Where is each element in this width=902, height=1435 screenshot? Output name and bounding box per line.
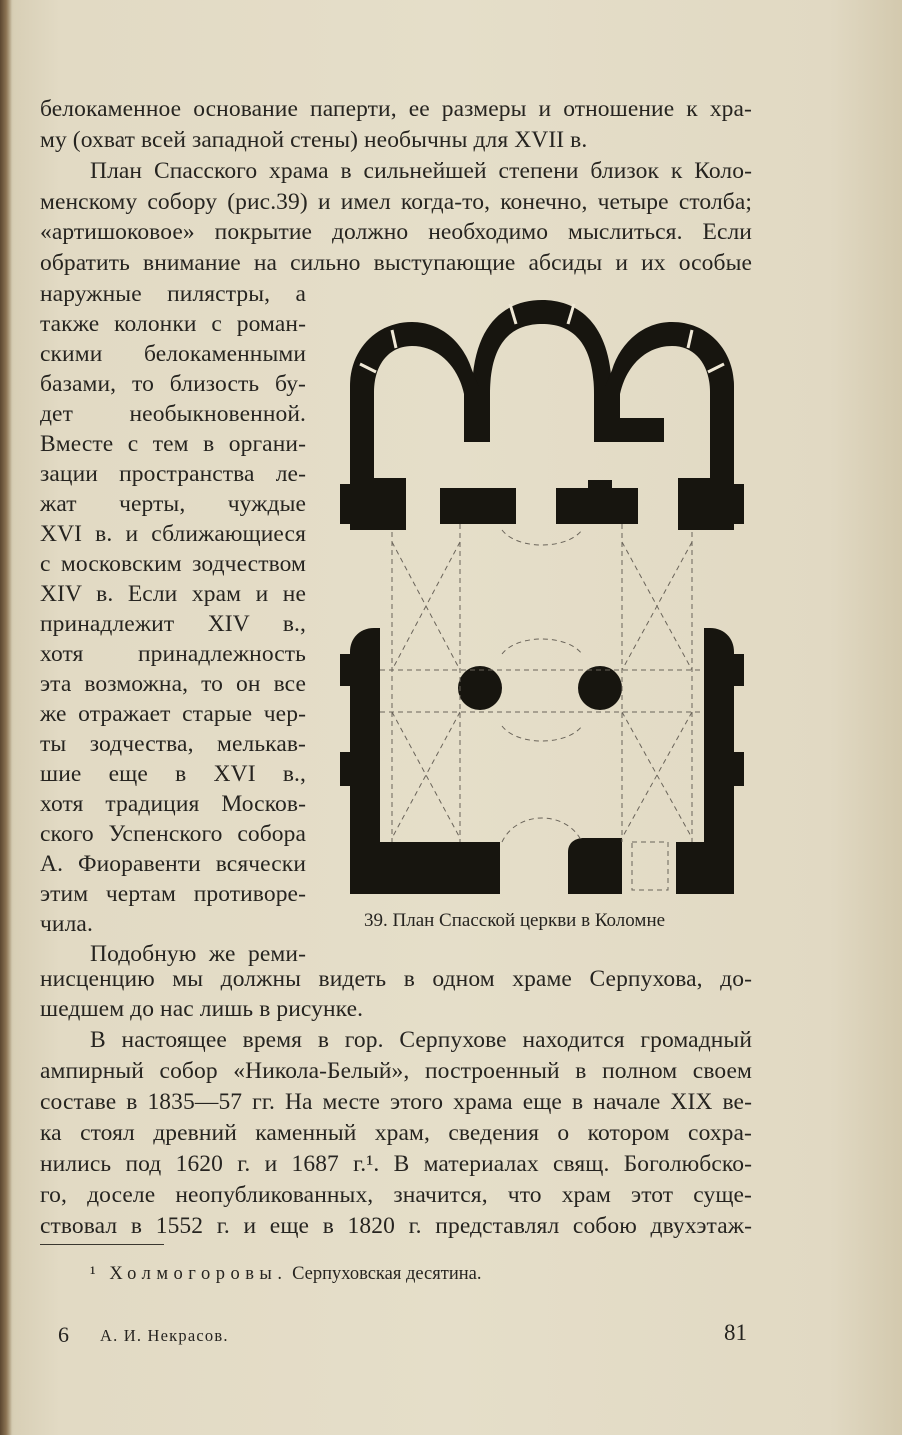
column-line-20: А. Фиоравенти всячески xyxy=(40,851,306,877)
text-line-3: План Спасского храма в сильнейшей степени близок к Коло- xyxy=(90,158,752,184)
text-line-14: го, доселе неопубликованных, значится, что храм этот суще- xyxy=(40,1182,752,1208)
column-line-22: чила. xyxy=(40,911,93,937)
signature-number: 6 xyxy=(58,1322,69,1347)
page-binding-shadow xyxy=(0,0,12,1435)
column-line-23: Подобную же реми- xyxy=(90,941,306,967)
column-line-13: хотя принадлежность xyxy=(40,641,306,667)
column-line-2: также колонки с роман- xyxy=(40,311,306,337)
column-line-15: же отражает старые чер- xyxy=(40,701,306,727)
column-line-10: с московским зодчеством xyxy=(40,551,306,577)
text-line-2: му (охват всей западной стены) необычны для XVII в. xyxy=(40,127,588,153)
text-line-12: ка стоял древний каменный храм, сведения о котором сохра- xyxy=(40,1120,752,1146)
column-line-4: базами, то близость бу- xyxy=(40,371,306,397)
column-line-5: дет необыкновенной. xyxy=(40,401,306,427)
figure-caption: 39. План Спасской церкви в Коломне xyxy=(364,910,666,931)
text-line-10: ампирный собор «Никола-Белый», построенный в полном своем xyxy=(40,1058,752,1084)
church-plan-figure xyxy=(332,282,752,894)
text-line-1: белокаменное основание паперти, ее размеры и отношение к хра- xyxy=(40,96,752,122)
footnote xyxy=(90,1262,482,1286)
text-line-6: обратить внимание на сильно выступающие абсиды и их особые xyxy=(40,250,752,276)
column-line-6: Вместе с тем в органи- xyxy=(40,431,306,457)
column-line-11: XIV в. Если храм и не xyxy=(40,581,306,607)
column-line-19: ского Успенского собора xyxy=(40,821,306,847)
column-line-16: ты зодчества, мелькав- xyxy=(40,731,306,757)
text-line-8: шедшем до нас лишь в рисунке. xyxy=(40,996,364,1022)
text-line-11: составе в 1835—57 гг. На месте этого храма еще в начале XIX ве- xyxy=(40,1089,752,1115)
column-line-21: этим чертам противоре- xyxy=(40,881,306,907)
signature-author: А. И. Некрасов. xyxy=(100,1326,229,1345)
column-line-8: жат черты, чуждые xyxy=(40,491,306,517)
page-number: 81 xyxy=(724,1320,747,1345)
column-line-7: зации пространства ле- xyxy=(40,461,306,487)
footnote-rule xyxy=(40,1244,164,1245)
text-line-7: нисценцию мы должны видеть в одном храме Серпухова, до- xyxy=(40,966,752,992)
column-line-3: скими белокаменными xyxy=(40,341,306,367)
text-line-5: «артишоковое» покрытие должно необходимо мыслиться. Если xyxy=(40,219,752,245)
column-line-14: эта возможна, то он все xyxy=(40,671,306,697)
column-line-9: XVI в. и сближающиеся xyxy=(40,521,306,547)
footnote-author: Холмогоровы. xyxy=(109,1264,288,1284)
column-line-18: хотя традиция Москов- xyxy=(40,791,306,817)
text-line-4: менскому собору (рис.39) и имел когда-то, конечно, четыре столба; xyxy=(40,189,752,215)
column-line-12: принадлежит XIV в., xyxy=(40,611,306,637)
text-line-13: нились под 1620 г. и 1687 г.¹. В материалах свящ. Боголюбско- xyxy=(40,1151,752,1177)
footnote-marker: ¹ xyxy=(90,1264,96,1284)
text-line-15: ствовал в 1552 г. и еще в 1820 г. представлял собою двухэтаж- xyxy=(40,1213,752,1239)
column-line-1: наружные пилястры, а xyxy=(40,281,306,307)
footnote-text: Серпуховская десятина. xyxy=(292,1264,482,1284)
column-line-17: шие еще в XVI в., xyxy=(40,761,306,787)
text-line-9: В настоящее время в гор. Серпухове находится громадный xyxy=(90,1027,752,1053)
